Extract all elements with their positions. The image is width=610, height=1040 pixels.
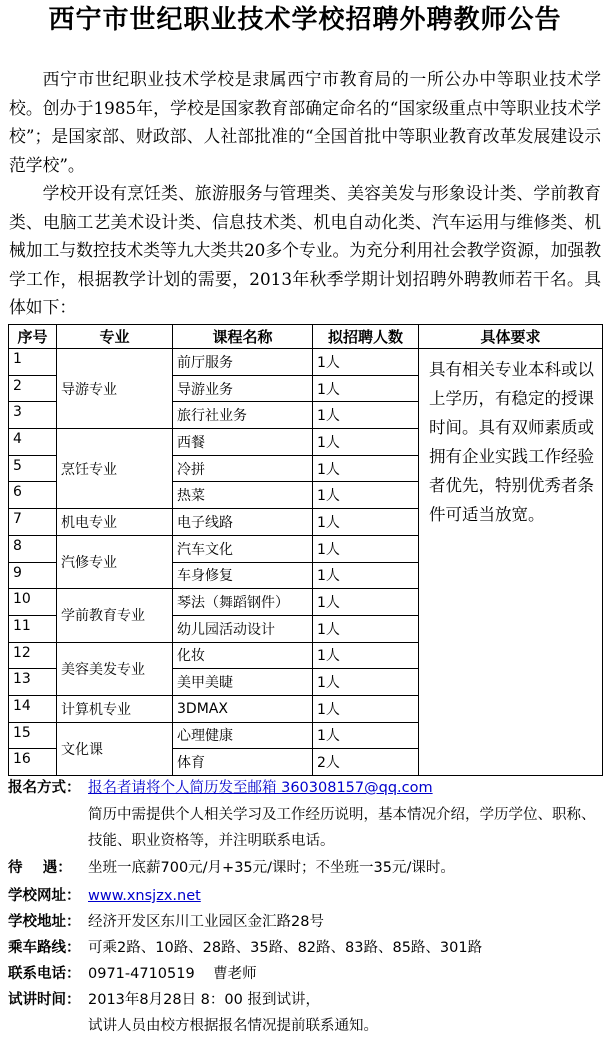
course-cell: 幼儿园活动设计 — [173, 615, 313, 642]
count-cell: 1人 — [313, 509, 419, 536]
trial-label: 试讲时间： — [8, 992, 81, 1008]
major-cell: 机电专业 — [57, 509, 173, 536]
major-cell: 导游专业 — [57, 349, 173, 429]
course-cell: 车身修复 — [173, 562, 313, 589]
count-cell: 2人 — [313, 749, 419, 776]
course-cell: 3DMAX — [173, 695, 313, 722]
count-cell: 1人 — [313, 695, 419, 722]
seq-cell: 12 — [9, 642, 57, 669]
apply-section — [8, 778, 604, 854]
header-major: 专业 — [57, 325, 173, 349]
seq-cell: 10 — [9, 589, 57, 616]
address-row — [8, 912, 604, 932]
count-cell: 1人 — [313, 589, 419, 616]
count-cell: 1人 — [313, 642, 419, 669]
trial-note: 试讲人员由校方根据报名情况提前联系通知。 — [88, 1018, 378, 1034]
header-count: 拟招聘人数 — [313, 325, 419, 349]
course-cell: 西餐 — [173, 429, 313, 456]
phone-row — [8, 964, 604, 984]
address-label: 学校地址： — [8, 914, 81, 930]
course-cell: 导游业务 — [173, 375, 313, 402]
seq-cell: 8 — [9, 535, 57, 562]
count-cell: 1人 — [313, 482, 419, 509]
table-header-row — [9, 325, 603, 349]
address-value: 经济开发区东川工业园区金汇路28号 — [88, 914, 324, 930]
pay-row — [8, 858, 604, 878]
intro-text — [9, 65, 601, 322]
seq-cell: 1 — [9, 349, 57, 376]
trial-value: 2013年8月28日 8：00 报到试讲， — [88, 992, 320, 1008]
count-cell: 1人 — [313, 669, 419, 696]
course-cell: 冷拼 — [173, 455, 313, 482]
apply-label: 报名方式： — [8, 780, 81, 796]
phone-value: 0971-4710519 曹老师 — [88, 966, 257, 982]
course-cell: 美甲美睫 — [173, 669, 313, 696]
count-cell: 1人 — [313, 562, 419, 589]
seq-cell: 6 — [9, 482, 57, 509]
count-cell: 1人 — [313, 615, 419, 642]
count-cell: 1人 — [313, 455, 419, 482]
course-cell: 前厅服务 — [173, 349, 313, 376]
seq-cell: 14 — [9, 695, 57, 722]
seq-cell: 15 — [9, 722, 57, 749]
major-cell: 计算机专业 — [57, 695, 173, 722]
bus-value: 可乘2路、10路、28路、35路、82路、83路、85路、301路 — [88, 940, 483, 956]
course-cell: 热菜 — [173, 482, 313, 509]
header-course: 课程名称 — [173, 325, 313, 349]
seq-cell: 16 — [9, 749, 57, 776]
intro-paragraph: 学校开设有烹饪类、旅游服务与管理类、美容美发与形象设计类、学前教育类、电脑工艺美术设计类、信息技术类、机电自动化类、汽车运用与维修类、机械加工与数控技术类等九大类共20多个专业。为充分利用社会教学资源，加强教学工作，根据教学计划的需要，2013年秋季学期计划招聘外聘教师若干名。具体如下： — [9, 183, 601, 317]
apply-note: 简历中需提供个人相关学习及工作经历说明，基本情况介绍，学历学位、职称、技能、职业资格等，并注明联系电话。 — [88, 807, 596, 849]
seq-cell: 7 — [9, 509, 57, 536]
website-row — [8, 886, 604, 906]
course-cell: 化妆 — [173, 642, 313, 669]
website-link[interactable]: www.xnsjzx.net — [88, 888, 201, 904]
seq-cell: 4 — [9, 429, 57, 456]
course-cell: 电子线路 — [173, 509, 313, 536]
count-cell: 1人 — [313, 375, 419, 402]
major-cell: 文化课 — [57, 722, 173, 775]
pay-label: 待 遇： — [8, 860, 72, 876]
major-cell: 美容美发专业 — [57, 642, 173, 695]
seq-cell: 11 — [9, 615, 57, 642]
intro-paragraph: 西宁市世纪职业技术学校是隶属西宁市教育局的一所公办中等职业技术学校。创办于1985年，学校是国家教育部确定命名的“国家级重点中等职业技术学校”；是国家部、财政部、人社部批准的“全国首批中等职业教育改革发展建设示范学校”。 — [9, 69, 601, 175]
seq-cell: 9 — [9, 562, 57, 589]
seq-cell: 3 — [9, 402, 57, 429]
seq-cell: 13 — [9, 669, 57, 696]
seq-cell: 2 — [9, 375, 57, 402]
bus-row — [8, 938, 604, 958]
phone-label: 联系电话： — [8, 966, 81, 982]
course-cell: 汽车文化 — [173, 535, 313, 562]
apply-email-link[interactable]: 报名者请将个人简历发至邮箱 360308157@qq.com — [88, 780, 433, 796]
trial-row — [8, 990, 604, 1036]
table-row — [9, 349, 603, 376]
course-cell: 琴法（舞蹈钢件） — [173, 589, 313, 616]
count-cell: 1人 — [313, 722, 419, 749]
course-cell: 体育 — [173, 749, 313, 776]
bus-label: 乘车路线： — [8, 940, 81, 956]
requirement-cell: 具有相关专业本科或以上学历，有稳定的授课时间。具有双师素质或拥有企业实践工作经验者优先，特别优秀者条件可适当放宽。 — [419, 349, 603, 776]
major-cell: 学前教育专业 — [57, 589, 173, 642]
seq-cell: 5 — [9, 455, 57, 482]
count-cell: 1人 — [313, 535, 419, 562]
page-title: 西宁市世纪职业技术学校招聘外聘教师公告 — [48, 5, 562, 35]
count-cell: 1人 — [313, 349, 419, 376]
count-cell: 1人 — [313, 402, 419, 429]
major-cell: 汽修专业 — [57, 535, 173, 588]
header-seq: 序号 — [9, 325, 57, 349]
pay-value: 坐班一底薪700元/月+35元/课时；不坐班一35元/课时。 — [88, 860, 455, 876]
website-label: 学校网址： — [8, 888, 81, 904]
count-cell: 1人 — [313, 429, 419, 456]
header-requirement: 具体要求 — [419, 325, 603, 349]
course-cell: 旅行社业务 — [173, 402, 313, 429]
course-cell: 心理健康 — [173, 722, 313, 749]
major-cell: 烹饪专业 — [57, 429, 173, 509]
recruitment-table — [8, 324, 603, 776]
